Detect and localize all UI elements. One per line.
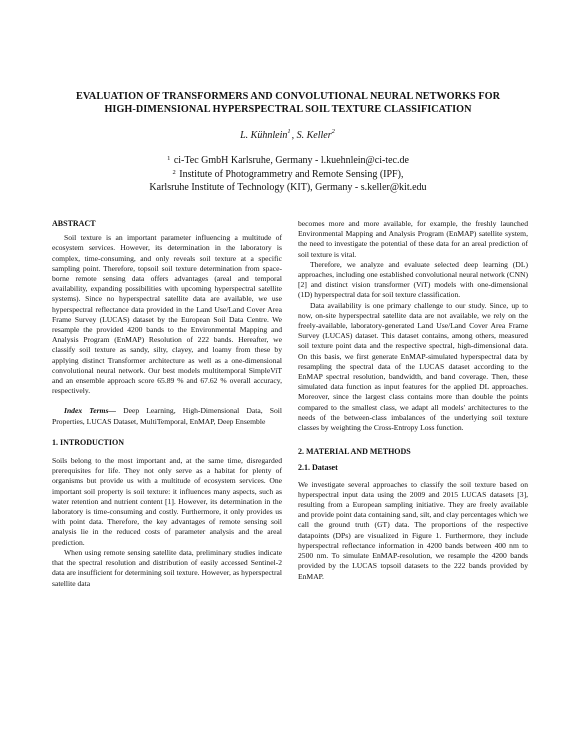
author-affiliation-marker: 2 — [331, 128, 335, 135]
dataset-subheading: 2.1. Dataset — [298, 463, 338, 473]
index-terms-label: Index Terms— — [64, 406, 116, 416]
introduction-heading: 1. INTRODUCTION — [52, 437, 125, 447]
introduction-paragraph: Soils belong to the most important and, at the same time, disregarded prerequisites for life. They not only serve as a habitat for plenty of organisms but provide us with a multitude of ecosystem services. One important soil property is soil texture: it influences many aspects, such as water retention and nutrient content [1]. However, its determination in the laboratory is time-consuming and costly. Furthermore, it only provides us with point data. Therefore, the key advantages of remote sensing soil analysis lie in the reduced costs of parameter analysis and the areal prediction. — [52, 456, 282, 547]
paper-title — [40, 90, 536, 116]
abstract-text: Soil texture is an important parameter influencing a multitude of ecosystem services. However, its determination in the laboratory is complex, time-consuming, and only reveals soil texture at a specific sampling point. Therefore, topsoil soil texture determination from space-borne remote sensing data offers advantages (areal and temporal availability, expanding possibilities with upcoming hyperspectral satellite systems). Since no hyperspectral satellite data are available, we use hyperspectral reflectance data provided in the Land Use/Land Cover Area Frame Survey (LUCAS) dataset by the European Soil Data Centre. We resample the provided 4200 bands to the Environmental Mapping and Analysis Program (EnMAP) Resolution of 222 bands. Hereafter, we classify soil texture as sandy, silty, clayey, and loamy from these by applying distinct Transformer architecture as well as a one-dimensional convolutional neural network. Our best models multitemporal SimpleViT and an ensemble approach score 65.89 % and 67.62 % overall accuracy, respectively. — [52, 233, 282, 396]
author-name: L. Kühnlein — [240, 130, 288, 141]
author-list — [0, 130, 576, 141]
index-terms — [52, 406, 282, 426]
abstract-heading: ABSTRACT — [52, 219, 96, 228]
title-line-2: HIGH-DIMENSIONAL HYPERSPECTRAL SOIL TEXTURE CLASSIFICATION — [104, 104, 472, 115]
methods-heading: 2. MATERIAL AND METHODS — [298, 447, 411, 457]
right-column — [298, 219, 528, 582]
left-column — [52, 219, 282, 589]
affiliation-1 — [0, 154, 576, 168]
affiliation-marker: 1 — [167, 155, 171, 162]
affiliation-2 — [0, 168, 576, 182]
index-terms-text: Deep Learning, High-Dimensional Data, Soil Properties, LUCAS Dataset, MultiTemporal, EnMAP, Deep Ensemble — [52, 406, 282, 426]
author-affiliation-marker: 1 — [287, 128, 291, 135]
author-separator: , — [291, 130, 297, 141]
body-paragraph: becomes more and more available, for example, the freshly launched Environmental Mapping and Analysis Program (EnMAP) satellite system, the need to investigate the potential of these data for an areal prediction of soil texture is vital. — [298, 219, 528, 259]
affiliation-text: Institute of Photogrammetry and Remote Sensing (IPF), — [179, 168, 404, 180]
title-line-1: EVALUATION OF TRANSFORMERS AND CONVOLUTIONAL NEURAL NETWORKS FOR — [75, 91, 501, 102]
affiliation-2-continued: Karlsruhe Institute of Technology (KIT), Germany - s.keller@kit.edu — [149, 182, 427, 194]
author-name: S. Keller — [296, 130, 332, 141]
affiliation-text: ci-Tec GmbH Karlsruhe, Germany - l.kuehnlein@ci-tec.de — [173, 155, 409, 166]
introduction-paragraph: When using remote sensing satellite data, preliminary studies indicate that the spectral resolution and distribution of easily accessed Sentinel-2 data are insufficient for determining soil texture. However, as hyperspectral satellite data — [52, 547, 282, 588]
body-paragraph: Data availability is one primary challenge to our study. Since, up to now, on-site hyperspectral satellite data are not available, we rely on the freely-available, laboratory-generated Land Use/Land Cover Area Frame Survey (LUCAS) dataset. This dataset contains, among others, measured soil texture point data and the respective spectral, high-dimensional data. On this basis, we first generate EnMAP-simulated hyperspectral data by resampling the spectral data of the LUCAS dataset according to the EnMAP spectral resolution, bandwidth, and band coverage. Then, these simulated data function as input features for the applied DL approaches. Moreover, since the largest class contains more than double the points compared to the smallest class, we adapt all models' architectures to the needs of the between-class imbalances of the underlying soil texture classes by weighting the Cross-Entropy Loss function. — [298, 300, 528, 433]
affiliation-marker: 2 — [172, 168, 176, 176]
body-paragraph: Therefore, we analyze and evaluate selected deep learning (DL) approaches, including one established convolutional neural network (CNN) [2] and distinct vision transformer (ViT) models with one-dimensional (1D) hyperspectral data for soil texture classification. — [298, 259, 528, 300]
methods-paragraph: We investigate several approaches to classify the soil texture based on hyperspectral input data using the 2009 and 2015 LUCAS datasets [3], resulting from a European sampling initiative. They are freely available and provide point data containing sand, silt, and clay percentages which we call the ground truth (GT) data. The proportions of the respective datapoints (DPs) are visualized in Figure 1. Furthermore, they include hyperspectral reflectance information in 4200 bands between 400 nm to 2500 nm. To simulate EnMAP-resolution, we resample the 4200 bands provided by the LUCAS topsoil datasets to the 222 bands provided by EnMAP. — [298, 479, 528, 581]
affiliations — [0, 154, 576, 195]
